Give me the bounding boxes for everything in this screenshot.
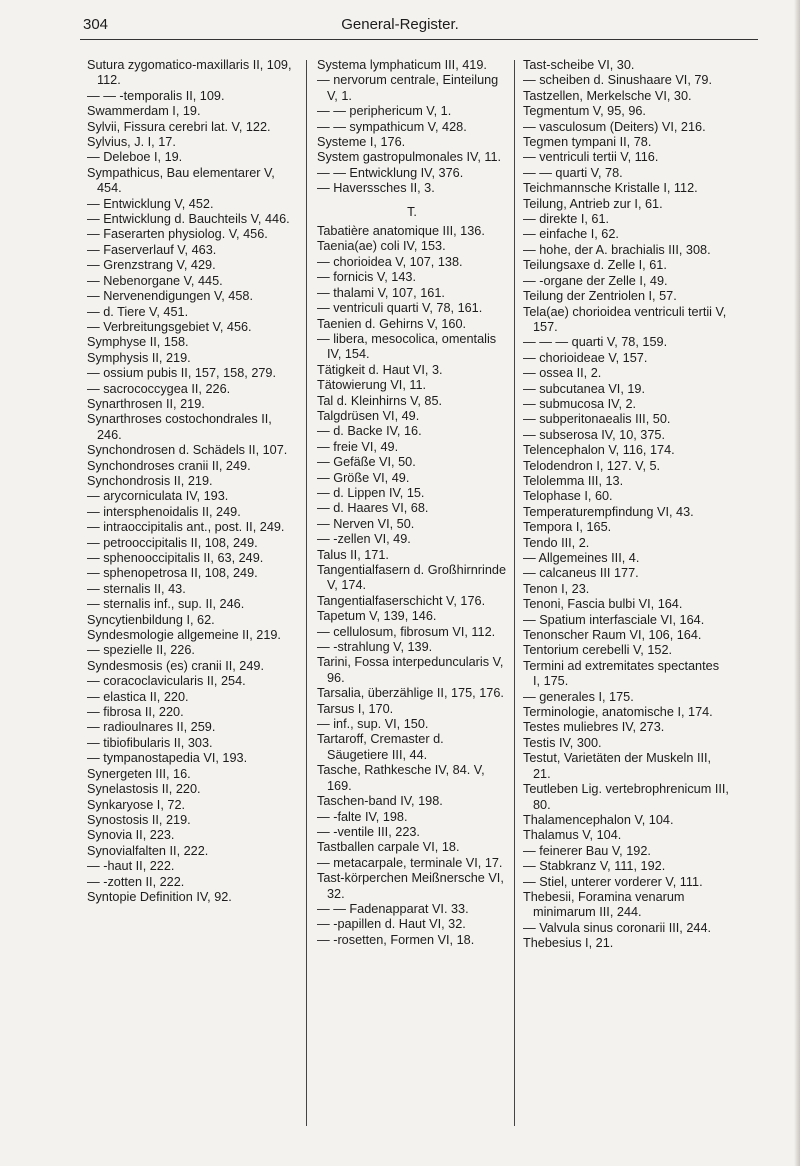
index-entry: — -strahlung V, 139. [317, 640, 433, 655]
index-entry: — d. Lippen IV, 15. [317, 485, 425, 500]
index-entry: Thalamus V, 104. [523, 828, 622, 843]
index-entry: — -ventile III, 223. [317, 824, 420, 839]
index-entry: — -zellen VI, 49. [317, 532, 411, 547]
index-entry: — — quarti V, 78. [523, 165, 623, 180]
index-entry: — Stiel, unterer vorderer V, 111. [523, 874, 703, 889]
index-entry: — — Entwicklung IV, 376. [317, 165, 464, 180]
column-divider [514, 60, 515, 1126]
index-entry: Synarthroses costochondrales II, 246. [87, 412, 272, 442]
index-entry: — Spatium interfasciale VI, 164. [523, 612, 705, 627]
index-entry: Syncytienbildung I, 62. [87, 612, 215, 627]
index-entry: — arycorniculata IV, 193. [87, 489, 229, 504]
index-entry: — chorioidea V, 107, 138. [317, 254, 463, 269]
index-entry: Tentorium cerebelli V, 152. [523, 643, 673, 658]
index-entry: Symphysis II, 219. [87, 350, 191, 365]
index-entry: — sacrococcygea II, 226. [87, 381, 231, 396]
index-entry: — generales I, 175. [523, 689, 634, 704]
index-entry: — -haut II, 222. [87, 859, 175, 874]
index-entry: Swammerdam I, 19. [87, 104, 201, 119]
index-entry: — Entwicklung d. Bauchteils V, 446. [87, 212, 290, 227]
index-entry: — submucosa IV, 2. [523, 396, 637, 411]
index-entry: Teilung, Antrieb zur I, 61. [523, 196, 663, 211]
index-entry: — sphenopetrosa II, 108, 249. [87, 566, 258, 581]
index-entry: Thebesii, Foramina venarum minimarum III, 244. [523, 889, 685, 920]
index-entry: — scheiben d. Sinushaare VI, 79. [523, 73, 713, 88]
index-entry: — inf., sup. VI, 150. [317, 717, 429, 732]
index-entry: Tenon I, 23. [523, 581, 590, 596]
index-entry: Tenonscher Raum VI, 106, 164. [523, 628, 702, 643]
index-entry: Thalamencephalon V, 104. [523, 812, 674, 827]
index-entry: — Faserarten physiolog. V, 456. [87, 227, 268, 242]
index-entry: — -rosetten, Formen VI, 18. [317, 932, 475, 947]
index-entry: — metacarpale, terminale VI, 17. [317, 855, 503, 870]
index-entry: Tasche, Rathkesche IV, 84. V, 169. [317, 763, 485, 793]
index-entry: — ossium pubis II, 157, 158, 279. [87, 366, 277, 381]
index-entry: — hohe, der A. brachialis III, 308. [523, 242, 711, 257]
index-entry: — Nebenorgane V, 445. [87, 273, 223, 288]
index-entry: Tast-scheibe VI, 30. [523, 58, 635, 72]
index-entry: Testut, Varietäten der Muskeln III, 21. [523, 751, 712, 781]
index-entry: Teilungsaxe d. Zelle I, 61. [523, 258, 667, 273]
index-entry: — Grenzstrang V, 429. [87, 258, 216, 273]
index-entry: Tastzellen, Merkelsche VI, 30. [523, 88, 692, 103]
index-entry: — Größe VI, 49. [317, 470, 410, 485]
index-entry: Tangentialfasern d. Großhirnrinde V, 174. [317, 563, 507, 593]
index-entry: — radioulnares II, 259. [87, 720, 216, 735]
index-entry: Taenien d. Gehirns V, 160. [317, 316, 467, 331]
index-entry: — petrooccipitalis II, 108, 249. [87, 535, 258, 550]
header-rule [80, 39, 758, 40]
index-entry: — Verbreitungsgebiet V, 456. [87, 319, 252, 334]
index-entry: Tenoni, Fascia bulbi VI, 164. [523, 597, 683, 612]
index-entry: — Valvula sinus coronarii III, 244. [523, 920, 712, 935]
index-entry: — d. Haares VI, 68. [317, 501, 429, 516]
index-entry: Tegmen tympani II, 78. [523, 135, 652, 150]
index-entry: — sphenooccipitalis II, 63, 249. [87, 551, 264, 565]
index-entry: Tempora I, 165. [523, 520, 612, 535]
index-entry: Tarsus I, 170. [317, 701, 394, 716]
index-entry: Telophase I, 60. [523, 489, 613, 504]
index-entry: Sylvii, Fissura cerebri lat. V, 122. [87, 119, 271, 134]
index-entry: Syndesmosis (es) cranii II, 249. [87, 658, 264, 673]
index-entry: — vasculosum (Deiters) VI, 216. [523, 119, 706, 134]
index-entry: Tast-körperchen Meißnersche VI, 32. [317, 871, 504, 901]
index-entry: Synkaryose I, 72. [87, 797, 186, 812]
index-entry: Synostosis II, 219. [87, 812, 191, 827]
index-entry: — intersphenoidalis II, 249. [87, 504, 241, 519]
index-entry: Testes muliebres IV, 273. [523, 720, 665, 735]
index-entry: — coracoclavicularis II, 254. [87, 674, 246, 689]
index-entry: — Nerven VI, 50. [317, 516, 415, 531]
index-entry: Tendo III, 2. [523, 535, 590, 550]
page-number: 304 [83, 16, 109, 33]
index-entry: — chorioideae V, 157. [523, 350, 648, 365]
index-entry: — nervorum centrale, Einteilung V, 1. [317, 73, 499, 103]
index-entry: Telolemma III, 13. [523, 473, 624, 488]
index-entry: — direkte I, 61. [523, 212, 610, 227]
index-entry: — Stabkranz V, 111, 192. [523, 859, 666, 874]
index-entry: Synarthrosen II, 219. [87, 396, 205, 411]
index-entry: — — — quarti V, 78, 159. [523, 335, 668, 350]
index-entry: — feinerer Bau V, 192. [523, 843, 651, 858]
index-entry: Syndesmologie allgemeine II, 219. [87, 628, 281, 643]
index-entry: — freie VI, 49. [317, 439, 399, 454]
index-entry: Synergeten III, 16. [87, 766, 191, 781]
index-entry: — subserosa IV, 10, 375. [523, 427, 666, 442]
index-entry: — — sympathicum V, 428. [317, 119, 467, 134]
index-entry: Tegmentum V, 95, 96. [523, 104, 646, 119]
index-entry: Syntopie Definition IV, 92. [87, 889, 232, 904]
index-entry: Tätowierung VI, 11. [317, 378, 427, 393]
index-entry: Synchondroses cranii II, 249. [87, 458, 251, 473]
index-entry: — libera, mesocolica, omentalis IV, 154. [317, 331, 497, 362]
section-letter-heading: T. [407, 204, 417, 219]
index-entry: — cellulosum, fibrosum VI, 112. [317, 624, 496, 639]
page-title: General-Register. [341, 16, 459, 33]
index-entry: Termini ad extremitates spectantes I, 175. [523, 658, 720, 689]
index-entry: — ventriculi quarti V, 78, 161. [317, 301, 483, 316]
index-entry: — Haverssches II, 3. [317, 181, 435, 196]
index-entry: Synovialfalten II, 222. [87, 843, 209, 858]
register-column-3 [523, 58, 729, 952]
index-entry: Tapetum V, 139, 146. [317, 609, 437, 624]
index-entry: Tela(ae) chorioidea ventriculi tertii V, 157. [523, 304, 727, 334]
index-entry: Talgdrüsen VI, 49. [317, 408, 420, 423]
index-entry: — Faserverlauf V, 463. [87, 242, 217, 257]
index-entry: Taschen-band IV, 198. [317, 794, 443, 809]
index-entry: Testis IV, 300. [523, 735, 602, 750]
index-entry: — -zotten II, 222. [87, 874, 185, 889]
index-entry: Systeme I, 176. [317, 135, 406, 150]
index-entry: System gastropulmonales IV, 11. [317, 150, 502, 165]
index-entry: Tastballen carpale VI, 18. [317, 840, 460, 855]
index-entry: Telodendron I, 127. V, 5. [523, 458, 661, 473]
index-entry: — tibiofibularis II, 303. [87, 735, 213, 750]
index-entry: — thalami V, 107, 161. [317, 285, 445, 300]
index-entry: Teichmannsche Kristalle I, 112. [523, 181, 698, 196]
index-entry: Sutura zygomatico-maxillaris II, 109, 112. [87, 58, 292, 88]
index-entry: Temperaturempfindung VI, 43. [523, 504, 694, 519]
index-entry: Synelastosis II, 220. [87, 782, 201, 797]
index-entry: Sympathicus, Bau elementarer V, 454. [87, 165, 275, 196]
index-entry: — sternalis inf., sup. II, 246. [87, 597, 245, 612]
index-entry: Sylvius, J. I, 17. [87, 135, 176, 150]
index-entry: Tarsalia, überzählige II, 175, 176. [317, 686, 504, 701]
index-entry: Synchondrosen d. Schädels II, 107. [87, 443, 288, 458]
index-entry: — -organe der Zelle I, 49. [523, 273, 668, 288]
index-entry: Tabatière anatomique III, 136. [317, 224, 485, 239]
index-entry: — Gefäße VI, 50. [317, 455, 416, 470]
index-entry: — fornicis V, 143. [317, 270, 416, 285]
index-entry: — d. Tiere V, 451. [87, 304, 189, 319]
index-entry: — Nervenendigungen V, 458. [87, 289, 254, 304]
index-entry: — elastica II, 220. [87, 689, 189, 704]
index-entry: — Entwicklung V, 452. [87, 196, 214, 211]
index-entry: — ventriculi tertii V, 116. [523, 150, 659, 165]
index-entry: Tangentialfaserschicht V, 176. [317, 593, 486, 608]
index-entry: — subcutanea VI, 19. [523, 381, 646, 396]
index-entry: — Deleboe I, 19. [87, 150, 183, 165]
index-entry: Talus II, 171. [317, 547, 389, 562]
index-entry: — sternalis II, 43. [87, 581, 186, 596]
index-entry: Tarini, Fossa interpeduncularis V, 96. [317, 655, 504, 685]
index-entry: Telencephalon V, 116, 174. [523, 443, 675, 458]
index-entry: Systema lymphaticum III, 419. [317, 58, 487, 72]
index-entry: — fibrosa II, 220. [87, 705, 184, 720]
index-entry: — einfache I, 62. [523, 227, 619, 242]
register-column-1 [87, 58, 296, 905]
index-entry: — — Fadenapparat VI. 33. [317, 901, 469, 916]
register-column-2 [317, 58, 507, 948]
index-entry: Synovia II, 223. [87, 828, 175, 843]
index-entry: Taenia(ae) coli IV, 153. [317, 239, 446, 254]
index-entry: — d. Backe IV, 16. [317, 424, 422, 439]
index-entry: — -falte IV, 198. [317, 809, 408, 824]
index-entry: — — periphericum V, 1. [317, 104, 452, 119]
index-entry: — tympanostapedia VI, 193. [87, 751, 248, 766]
index-entry: — ossea II, 2. [523, 366, 602, 381]
index-entry: Symphyse II, 158. [87, 335, 189, 350]
index-entry: — subperitonaealis III, 50. [523, 412, 671, 427]
index-entry: Tal d. Kleinhirns V, 85. [317, 393, 443, 408]
index-entry: — calcaneus III 177. [523, 566, 639, 581]
index-entry: Tartaroff, Cremaster d. Säugetiere III, 44. [317, 732, 444, 762]
index-entry: — — -temporalis II, 109. [87, 88, 225, 103]
index-entry: Teilung der Zentriolen I, 57. [523, 289, 677, 304]
index-entry: Synchondrosis II, 219. [87, 473, 213, 488]
index-entry: — intraoccipitalis ant., post. II, 249. [87, 520, 285, 535]
index-entry: — spezielle II, 226. [87, 643, 195, 658]
index-entry: Terminologie, anatomische I, 174. [523, 705, 713, 720]
index-entry: — Allgemeines III, 4. [523, 551, 640, 565]
page-edge [794, 0, 800, 1166]
index-entry: Teutleben Lig. vertebrophrenicum III, 80. [523, 782, 729, 812]
index-entry: — -papillen d. Haut VI, 32. [317, 917, 466, 932]
index-entry: Tätigkeit d. Haut VI, 3. [317, 362, 443, 377]
index-entry: Thebesius I, 21. [523, 936, 614, 951]
column-divider [306, 60, 307, 1126]
